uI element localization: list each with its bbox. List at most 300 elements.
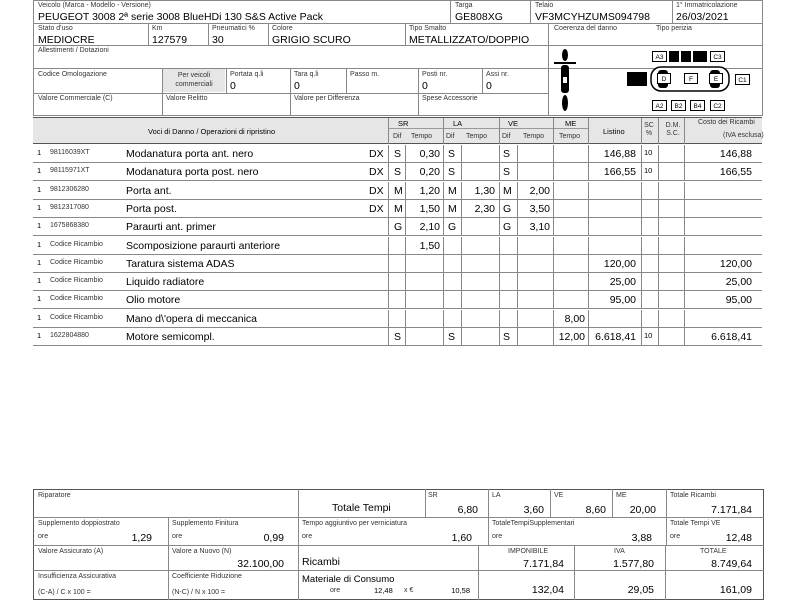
- cell-me-t: 8,00: [564, 312, 585, 325]
- cell-listino: 25,00: [609, 276, 636, 289]
- cell-listino: 6.618,41: [595, 331, 636, 343]
- cell-divider: [658, 255, 659, 273]
- cell-divider: [461, 237, 462, 255]
- parts-total: 7.171,84: [711, 504, 752, 516]
- cell-code: Codice Ricambio: [50, 277, 103, 285]
- cell-code: 98116039XT: [50, 149, 90, 156]
- cell-la-dif: S: [448, 166, 456, 179]
- cell-desc: Porta ant.: [126, 184, 172, 197]
- table-row: [33, 237, 762, 255]
- cell-divider: [405, 237, 406, 255]
- sum-sr-val: 6,80: [457, 504, 478, 516]
- vehicle-seats: 0: [422, 80, 428, 92]
- cell-desc: Liquido radiatore: [126, 276, 205, 289]
- cell-divider: [388, 237, 389, 255]
- damage-code-c1[interactable]: C1: [735, 74, 750, 85]
- cell-desc: Mano d\'opera di meccanica: [126, 312, 257, 325]
- cell-qty: 1: [37, 221, 42, 231]
- cell-divider: [684, 273, 685, 291]
- vehicle-tyres: 30: [212, 34, 224, 46]
- cell-divider: [658, 145, 659, 163]
- la-tempo: Tempo: [466, 133, 488, 140]
- ricambi-label: Ricambi: [302, 556, 340, 568]
- extra-time: 1,60: [451, 532, 472, 544]
- cell-divider: [588, 273, 589, 291]
- cell-divider: [499, 200, 500, 218]
- header-sc: SC %: [644, 122, 654, 137]
- cell-divider: [443, 182, 444, 200]
- taxable: 7.171,84: [523, 558, 564, 570]
- cell-code: Codice Ricambio: [50, 258, 103, 266]
- cell-code: Codice Ricambio: [50, 313, 103, 321]
- cell-divider: [405, 328, 406, 346]
- cell-sr-t: 1,50: [419, 202, 440, 215]
- damage-code-a3[interactable]: A3: [652, 51, 667, 62]
- cell-divider: [443, 273, 444, 291]
- header-dm: D.M. S.C.: [665, 122, 681, 137]
- damage-zone-front[interactable]: [627, 72, 647, 86]
- suppl-times-label: TotaleTempiSupplementari: [492, 520, 575, 527]
- vehicle-paint: METALLIZZATO/DOPPIO: [409, 34, 530, 46]
- cell-cost: 146,88: [719, 148, 752, 160]
- cell-divider: [388, 145, 389, 163]
- cell-divider: [388, 218, 389, 236]
- table-row: [33, 218, 762, 236]
- cell-divider: [499, 218, 500, 236]
- cell-sr-dif: S: [394, 331, 402, 343]
- cell-desc: Scomposizione paraurti anteriore: [126, 239, 281, 252]
- table-row: [33, 328, 762, 346]
- cell-divider: [388, 310, 389, 328]
- damage-code-a2[interactable]: A2: [652, 100, 667, 111]
- cell-qty: 1: [37, 184, 42, 194]
- cell-divider: [461, 310, 462, 328]
- vehicle-tare: 0: [294, 80, 300, 92]
- cell-divider: [684, 255, 685, 273]
- cell-qty: 1: [37, 148, 42, 157]
- cell-sc: 10: [644, 148, 653, 157]
- cell-code: Codice Ricambio: [50, 295, 103, 303]
- mat-ore: ore: [330, 587, 341, 594]
- cell-divider: [588, 310, 589, 328]
- cell-divider: [443, 291, 444, 309]
- cell-code: 98115971XT: [50, 167, 90, 175]
- table-row: [33, 273, 762, 291]
- cell-divider: [684, 218, 685, 236]
- cell-divider: [684, 328, 685, 346]
- cell-divider: [388, 291, 389, 309]
- cell-side: DX: [369, 166, 384, 179]
- cell-divider: [684, 310, 685, 328]
- mat-taxable: 132,04: [531, 584, 564, 596]
- cell-la-dif: M: [448, 184, 457, 197]
- tare-label: Tara q.li: [294, 71, 319, 78]
- mat-unit: x €: [404, 587, 414, 594]
- cell-divider: [684, 291, 685, 309]
- insured-label: Valore Assicurato (A): [38, 548, 104, 555]
- cell-divider: [641, 182, 642, 200]
- commercial-label: Per veicoli commerciali: [175, 72, 213, 88]
- cell-listino: 166,55: [603, 166, 636, 179]
- cell-divider: [658, 310, 659, 328]
- cell-divider: [499, 145, 500, 163]
- vehicle-plate: GE808XG: [455, 11, 503, 23]
- cell-ve-dif: G: [503, 221, 512, 234]
- table-row: [33, 163, 762, 181]
- cell-listino: 95,00: [609, 294, 636, 307]
- cell-divider: [461, 200, 462, 218]
- supp-double: 1,29: [131, 532, 152, 544]
- damage-code-b2[interactable]: B2: [671, 100, 686, 111]
- cell-sc: 10: [644, 331, 653, 340]
- damage-code-d[interactable]: D: [657, 73, 671, 84]
- total: 8.749,64: [711, 558, 752, 570]
- step-label: Passo m.: [350, 71, 380, 78]
- cell-divider: [388, 182, 389, 200]
- cell-side: DX: [369, 202, 384, 215]
- cell-divider: [443, 255, 444, 273]
- cell-sr-dif: S: [394, 148, 402, 160]
- cell-divider: [641, 291, 642, 309]
- cell-divider: [658, 291, 659, 309]
- mat-total: 161,09: [719, 584, 752, 596]
- cell-divider: [461, 328, 462, 346]
- setup-label: Allestimenti / Dotazioni: [38, 47, 109, 54]
- cell-divider: [641, 237, 642, 255]
- ve-total-label: Totale Tempi VE: [670, 520, 721, 527]
- cell-divider: [443, 328, 444, 346]
- damage-code-c3[interactable]: C3: [710, 51, 725, 62]
- la-dif: Dif: [446, 133, 455, 140]
- header-sr: SR: [398, 119, 409, 128]
- cell-divider: [588, 328, 589, 346]
- cell-qty: 1: [37, 202, 42, 212]
- coherence-label: Coerenza del danno: [554, 25, 618, 32]
- cell-divider: [388, 163, 389, 181]
- cell-qty: 1: [37, 257, 42, 267]
- cell-side: DX: [369, 184, 384, 197]
- cell-sr-t: 2,10: [419, 221, 440, 234]
- cell-divider: [461, 218, 462, 236]
- table-row: [33, 145, 762, 163]
- relict-label: Valore Relitto: [166, 95, 208, 102]
- cell-divider: [658, 328, 659, 346]
- cell-cost: 6.618,41: [711, 331, 752, 343]
- mat-iva: 29,05: [627, 584, 654, 596]
- iva-label: IVA: [614, 548, 625, 555]
- suppl-times: 3,88: [631, 532, 652, 544]
- cell-cost: 120,00: [719, 257, 752, 270]
- cell-sr-t: 1,50: [419, 239, 440, 252]
- cell-divider: [553, 200, 554, 218]
- cell-sc: 10: [644, 166, 653, 176]
- supp-finish-label: Supplemento Finitura: [172, 520, 239, 527]
- cell-qty: 1: [37, 294, 42, 304]
- cell-divider: [499, 237, 500, 255]
- cell-divider: [553, 273, 554, 291]
- iva: 1.577,80: [613, 558, 654, 570]
- supp-finish: 0,99: [263, 532, 284, 544]
- cell-desc: Taratura sistema ADAS: [126, 257, 235, 270]
- plate-label: Targa: [455, 2, 473, 9]
- homologation-label: Codice Omologazione: [38, 71, 107, 78]
- cell-divider: [553, 310, 554, 328]
- cell-cost: 95,00: [725, 294, 752, 307]
- cell-la-dif: S: [448, 148, 456, 160]
- cell-divider: [641, 273, 642, 291]
- cell-divider: [443, 237, 444, 255]
- cell-sr-t: 0,20: [419, 166, 440, 179]
- sum-me-val: 20,00: [629, 504, 656, 516]
- cell-divider: [658, 273, 659, 291]
- ve-total-ore: ore: [670, 533, 681, 540]
- commercial-value-label: Valore Commerciale (C): [38, 95, 113, 102]
- vehicle-state: MEDIOCRE: [38, 34, 95, 46]
- supp-finish-ore: ore: [172, 533, 183, 540]
- cell-qty: 1: [37, 166, 42, 176]
- cell-divider: [658, 163, 659, 181]
- cell-divider: [499, 255, 500, 273]
- cell-divider: [517, 291, 518, 309]
- new-value: 32.100,00: [237, 558, 284, 570]
- cell-side: DX: [369, 148, 384, 160]
- cell-divider: [553, 255, 554, 273]
- header-desc: Voci di Danno / Operazioni di ripristino: [148, 127, 276, 136]
- cell-qty: 1: [37, 239, 42, 249]
- cell-divider: [658, 200, 659, 218]
- cell-divider: [405, 163, 406, 181]
- cell-divider: [588, 218, 589, 236]
- cell-divider: [641, 255, 642, 273]
- cell-divider: [553, 291, 554, 309]
- mat-rate: 10,58: [451, 586, 470, 595]
- ve-dif: Dif: [502, 133, 511, 140]
- cell-sr-t: 0,30: [419, 148, 440, 160]
- cell-me-t: 12,00: [558, 331, 585, 343]
- cell-divider: [684, 145, 685, 163]
- sum-la-val: 3,60: [523, 504, 544, 516]
- cell-divider: [443, 163, 444, 181]
- mat-hours: 12,48: [374, 586, 393, 595]
- cell-code: 9812306280: [50, 185, 89, 193]
- cell-divider: [405, 255, 406, 273]
- vehicle-model: PEUGEOT 3008 2ª serie 3008 BlueHDi 130 S&S Active Pack: [38, 11, 324, 23]
- cell-divider: [461, 291, 462, 309]
- commercial-box: [163, 69, 225, 92]
- cell-divider: [641, 310, 642, 328]
- damage-code-c2[interactable]: C2: [710, 100, 725, 111]
- damage-code-f[interactable]: F: [684, 73, 698, 84]
- cell-divider: [388, 328, 389, 346]
- cell-code: Codice Ricambio: [50, 240, 103, 248]
- difference-label: Valore per Differenza: [294, 95, 360, 102]
- header-cost-sub: (IVA esclusa): [723, 132, 764, 139]
- supp-double-label: Supplemento doppiostrato: [38, 520, 120, 527]
- cell-sr-dif: M: [394, 184, 403, 197]
- cell-divider: [499, 328, 500, 346]
- damage-zone-b3c[interactable]: [693, 51, 707, 62]
- cell-divider: [461, 163, 462, 181]
- state-label: Stato d'uso: [38, 25, 73, 32]
- model-label: Veicolo (Marca - Modello - Versione): [38, 2, 151, 9]
- cell-la-t: 1,30: [474, 184, 495, 197]
- cell-divider: [443, 218, 444, 236]
- cell-sr-t: 1,20: [419, 184, 440, 197]
- cell-divider: [499, 310, 500, 328]
- cell-ve-t: 3,50: [529, 202, 550, 215]
- cell-la-dif: S: [448, 331, 456, 343]
- parts-total-label: Totale Ricambi: [670, 492, 716, 499]
- cell-divider: [641, 163, 642, 181]
- cell-divider: [388, 273, 389, 291]
- cell-code: 1675868380: [50, 222, 89, 230]
- supp-double-ore: ore: [38, 533, 49, 540]
- cell-ve-dif: S: [503, 166, 511, 179]
- cell-desc: Paraurti ant. primer: [126, 221, 216, 234]
- cell-divider: [461, 182, 462, 200]
- cell-la-dif: M: [448, 202, 457, 215]
- cell-divider: [461, 255, 462, 273]
- chassis-label: Telaio: [535, 2, 554, 9]
- cell-divider: [553, 218, 554, 236]
- cell-divider: [405, 218, 406, 236]
- registration-date: 26/03/2021: [676, 11, 729, 23]
- formula-a: (C-A) / C x 100 =: [38, 589, 91, 596]
- cell-code: 1622804880: [50, 332, 89, 339]
- formula-b: (N-C) / N x 100 =: [172, 589, 226, 596]
- cell-divider: [405, 310, 406, 328]
- vehicle-axles: 0: [486, 80, 492, 92]
- cell-divider: [443, 145, 444, 163]
- table-header: [33, 117, 762, 144]
- cell-divider: [553, 145, 554, 163]
- cell-divider: [684, 182, 685, 200]
- cell-divider: [658, 182, 659, 200]
- cell-ve-dif: S: [503, 148, 511, 160]
- sum-la-label: LA: [492, 492, 501, 499]
- damage-code-b4[interactable]: B4: [690, 100, 705, 111]
- table-row: [33, 291, 762, 309]
- cell-divider: [641, 328, 642, 346]
- cell-divider: [443, 310, 444, 328]
- taxable-label: IMPONIBILE: [508, 548, 549, 555]
- sr-tempo: Tempo: [411, 133, 433, 140]
- cell-desc: Porta post.: [126, 202, 177, 215]
- cell-divider: [553, 328, 554, 346]
- ve-tempo: Tempo: [523, 133, 545, 140]
- extra-time-label: Tempo aggiuntivo per verniciatura: [302, 520, 408, 527]
- extra-time-ore: ore: [302, 533, 313, 540]
- cell-code: 9812317080: [50, 203, 89, 211]
- cell-ve-dif: M: [503, 184, 512, 197]
- vehicle-chassis: VF3MCYHZUMS094798: [535, 11, 650, 23]
- suppl-times-ore: ore: [492, 533, 503, 540]
- cell-divider: [405, 182, 406, 200]
- cell-divider: [588, 163, 589, 181]
- cell-desc: Modanatura porta post. nero: [126, 166, 259, 179]
- sum-ve-val: 8,60: [585, 504, 606, 516]
- vehicle-color: GRIGIO SCURO: [272, 34, 351, 46]
- expertise-label: Tipo perizia: [656, 25, 692, 32]
- cell-divider: [588, 182, 589, 200]
- cell-qty: 1: [37, 312, 42, 322]
- cell-divider: [684, 163, 685, 181]
- cell-listino: 120,00: [603, 257, 636, 270]
- cell-cost: 25,00: [725, 276, 752, 289]
- damage-zone-b3b[interactable]: [681, 51, 691, 62]
- km-label: Km: [152, 25, 163, 32]
- seats-label: Posti nr.: [422, 71, 448, 78]
- materials-label: Materiale di Consumo: [302, 574, 395, 585]
- reduction-label: Coefficiente Riduzione: [172, 573, 242, 580]
- vehicle-load: 0: [230, 80, 236, 92]
- cell-desc: Motore semicompl.: [126, 331, 215, 343]
- cell-divider: [588, 200, 589, 218]
- load-label: Portata q.li: [230, 71, 264, 78]
- sum-ve-label: VE: [554, 492, 564, 499]
- cell-sr-dif: G: [394, 221, 403, 234]
- damage-zone-b3[interactable]: [669, 51, 679, 62]
- accessory-label: Spese Accessorie: [422, 95, 478, 102]
- cell-divider: [684, 200, 685, 218]
- table-row: [33, 255, 762, 273]
- cell-divider: [517, 328, 518, 346]
- cell-divider: [553, 237, 554, 255]
- table-row: [33, 182, 762, 200]
- damage-code-e[interactable]: E: [709, 73, 723, 84]
- cell-divider: [517, 310, 518, 328]
- cell-divider: [388, 255, 389, 273]
- cell-ve-dif: G: [503, 202, 512, 215]
- cell-divider: [553, 182, 554, 200]
- cell-la-dif: G: [448, 221, 457, 234]
- cell-divider: [517, 255, 518, 273]
- sr-dif: Dif: [393, 133, 402, 140]
- motorcycle-icon: [550, 47, 580, 113]
- cell-listino: 146,88: [603, 148, 636, 160]
- cell-divider: [499, 182, 500, 200]
- header-ve: VE: [508, 119, 519, 128]
- cell-divider: [517, 237, 518, 255]
- cell-divider: [499, 163, 500, 181]
- cell-divider: [553, 163, 554, 181]
- tyres-label: Pneumatici %: [212, 25, 255, 32]
- sum-me-label: ME: [616, 492, 627, 499]
- cell-divider: [658, 218, 659, 236]
- me-tempo: Tempo: [559, 133, 581, 140]
- cell-divider: [588, 255, 589, 273]
- new-value-label: Valore a Nuovo (N): [172, 548, 232, 555]
- header-cost: Costo dei Ricambi: [698, 119, 755, 126]
- cell-divider: [405, 200, 406, 218]
- cell-divider: [499, 291, 500, 309]
- cell-divider: [684, 237, 685, 255]
- cell-ve-t: 2,00: [529, 184, 550, 197]
- cell-divider: [517, 163, 518, 181]
- table-row: [33, 200, 762, 218]
- header-la: LA: [453, 119, 463, 128]
- cell-divider: [641, 200, 642, 218]
- cell-cost: 166,55: [719, 166, 752, 179]
- cell-ve-t: 3,10: [529, 221, 550, 234]
- cell-divider: [443, 200, 444, 218]
- vehicle-km: 127579: [152, 34, 188, 46]
- header-listino: Listino: [603, 127, 625, 136]
- header-me: ME: [565, 119, 577, 128]
- cell-desc: Modanatura porta ant. nero: [126, 148, 254, 160]
- insufficiency-label: Insufficienza Assicurativa: [38, 573, 117, 580]
- total-label: TOTALE: [700, 548, 727, 555]
